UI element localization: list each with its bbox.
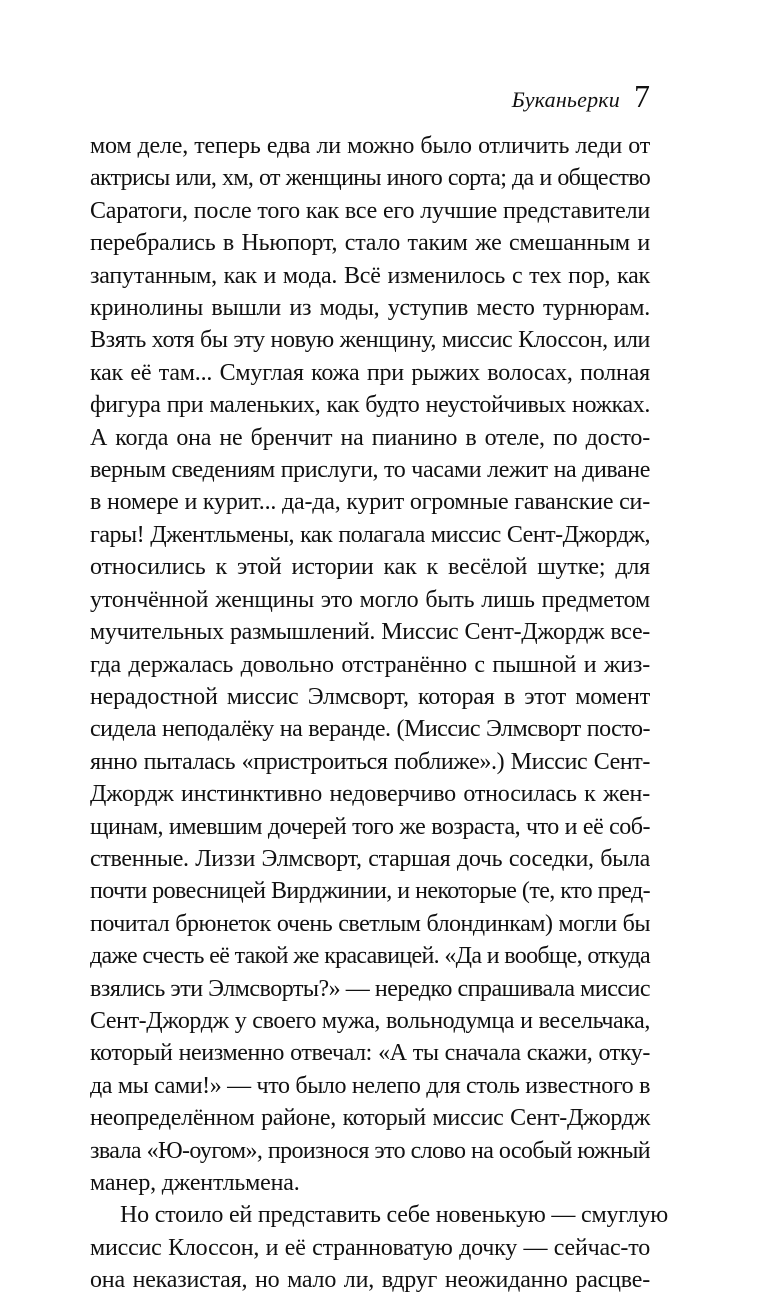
text-line: А когда она не бренчит на пианино в отеле, по досто- xyxy=(90,424,650,451)
text-line: мом деле, теперь едва ли можно было отличить леди от xyxy=(90,133,650,159)
paragraph-1 xyxy=(90,130,650,1199)
text-line: нерадостной миссис Элмсворт, которая в этот момент xyxy=(90,683,650,710)
text-line: Сент-Джордж у своего мужа, вольнодумца и весельчака, xyxy=(90,1007,650,1034)
paragraph-2 xyxy=(90,1199,669,1296)
text-line: почитал брюнеток очень светлым блондинкам) могли бы xyxy=(90,910,650,937)
text-line: да мы сами!» — что было нелепо для столь известного в xyxy=(90,1072,650,1099)
text-line: актрисы или, хм, от женщины иного сорта; да и общество xyxy=(90,165,650,192)
text-line: как её там... Смуглая кожа при рыжих волосах, полная xyxy=(90,359,650,386)
text-line: она неказистая, но мало ли, вдруг неожиданно расцве- xyxy=(90,1267,650,1294)
text-line: кринолины вышли из моды, уступив место турнюрам. xyxy=(90,295,650,322)
text-line: неопределённом районе, который миссис Сент-Джордж xyxy=(90,1105,650,1132)
text-line: мучительных размышлений. Миссис Сент-Джордж все- xyxy=(90,619,650,646)
text-line: запутанным, как и мода. Всё изменилось с тех пор, как xyxy=(90,262,650,289)
running-header xyxy=(512,80,650,113)
text-line: утончённой женщины это могло быть лишь предметом xyxy=(90,586,650,613)
text-line: который неизменно отвечал: «А ты сначала скажи, отку- xyxy=(90,1040,650,1067)
text-line: Саратоги, после того как все его лучшие представители xyxy=(90,197,650,224)
body-text xyxy=(90,130,669,1297)
text-line: ственные. Лиззи Элмсворт, старшая дочь соседки, была xyxy=(90,845,650,872)
text-line: миссис Клоссон, и её странноватую дочку — сейчас-то xyxy=(90,1234,650,1261)
text-line: перебрались в Ньюпорт, стало таким же смешанным и xyxy=(90,230,650,257)
running-header-title: Буканьерки xyxy=(511,87,620,112)
text-line: верным сведениям прислуги, то часами лежит на диване xyxy=(90,457,650,484)
text-line: взялись эти Элмсворты?» — нередко спрашивала миссис xyxy=(90,975,650,1002)
text-line: звала «Ю-оугом», произнося это слово на особый южный xyxy=(90,1137,650,1164)
text-line: почти ровесницей Вирджинии, и некоторые (те, кто пред- xyxy=(90,878,650,905)
text-line: гары! Джентльмены, как полагала миссис Сент-Джордж, xyxy=(90,521,650,548)
text-line: Но стоило ей представить себе новенькую — смуглую xyxy=(120,1202,669,1229)
page-number: 7 xyxy=(634,78,650,114)
text-line: гда держалась довольно отстранённо с пышной и жиз- xyxy=(90,651,650,678)
text-line: Джордж инстинктивно недоверчиво относилась к жен- xyxy=(90,781,650,808)
text-line: в номере и курит... да-да, курит огромные гаванские си- xyxy=(90,489,650,516)
text-line: Взять хотя бы эту новую женщину, миссис Клоссон, или xyxy=(90,327,650,354)
text-line: манер, джентльмена. xyxy=(90,1170,300,1196)
text-line: фигура при маленьких, как будто неустойчивых ножках. xyxy=(90,392,650,419)
text-line: относились к этой истории как к весёлой шутке; для xyxy=(90,554,650,581)
text-line: сидела неподалёку на веранде. (Миссис Элмсворт посто- xyxy=(90,716,650,743)
text-line: даже счесть её такой же красавицей. «Да и вообще, откуда xyxy=(90,943,650,970)
text-line: янно пыталась «пристроиться поближе».) Миссис Сент- xyxy=(90,748,650,775)
text-line: щинам, имевшим дочерей того же возраста, что и её соб- xyxy=(90,813,650,840)
